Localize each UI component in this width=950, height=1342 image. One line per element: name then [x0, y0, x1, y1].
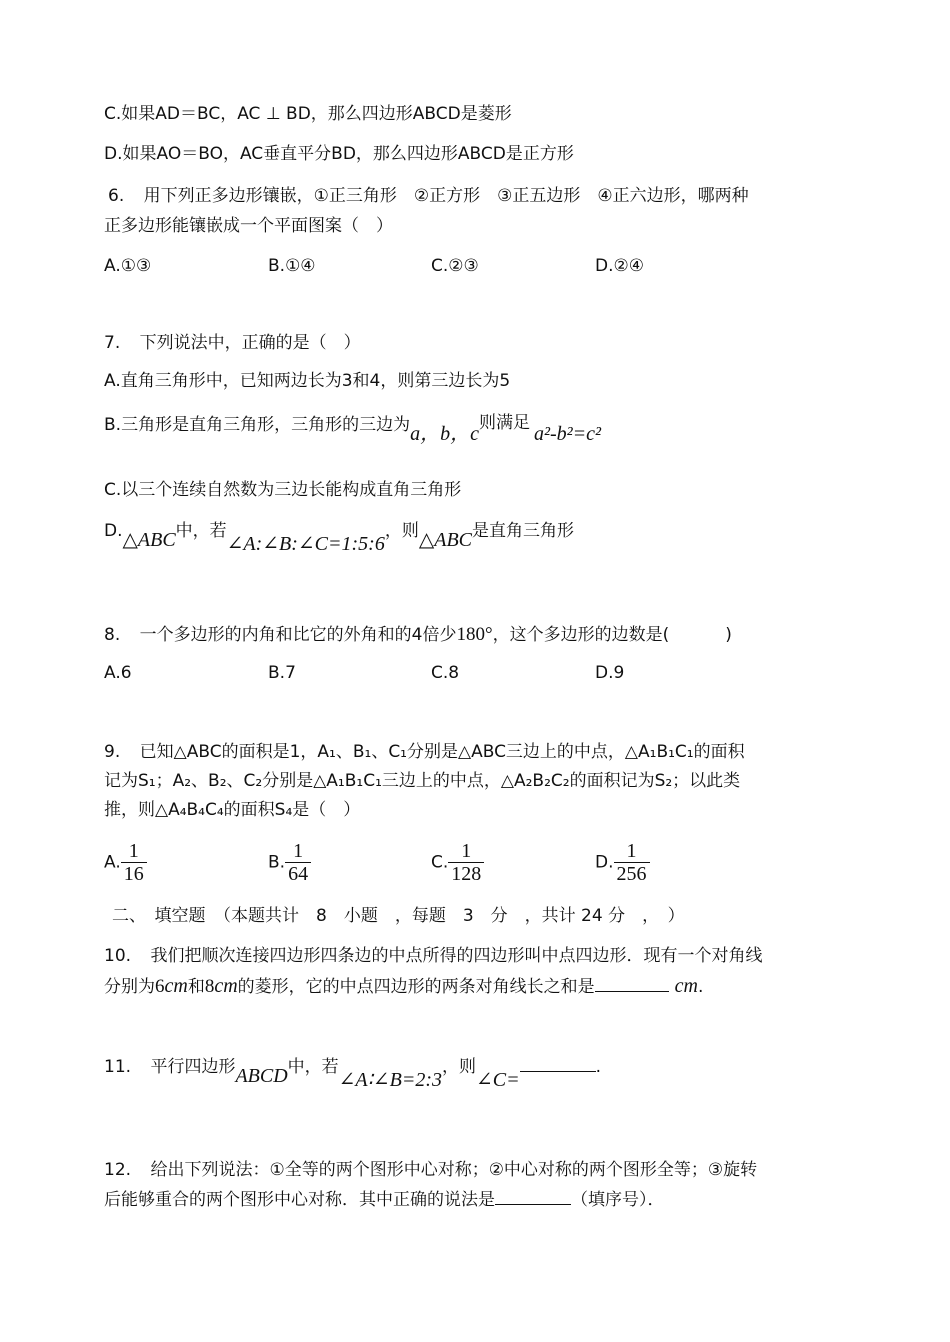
q5-option-c: [104, 104, 512, 124]
q8-stem: [104, 624, 732, 647]
q10-stem-line1: 我们把顺次连接四边形四条边的中点所得的四边形叫中点四边形．现有一个对角线: [150, 946, 763, 966]
q9-option-a-label: A.: [104, 852, 121, 873]
q11-angle-c: ∠C=: [475, 1069, 520, 1091]
q9-option-b-label: B.: [268, 852, 286, 873]
q7-number: 7.: [104, 333, 121, 353]
q10-end: .: [697, 977, 704, 997]
q12-number: 12.: [104, 1160, 132, 1180]
q7-option-d-ratio: ∠A:∠B:∠C=1:5:6: [226, 533, 385, 555]
q11-ratio: ∠A∶∠B=2:3: [338, 1069, 442, 1091]
q9-option-b: [268, 840, 311, 885]
q9-option-a: [104, 840, 147, 885]
q8-option-a: A.6: [104, 663, 132, 683]
section-2-title-text: 二、 填空题 （本题共计 8 小题 ，每题 3 分 ，共计 24 分 ， ）: [112, 906, 685, 926]
q5-option-c-text: C.如果AD＝BC，AC ⊥ BD，那么四边形ABCD是菱形: [104, 104, 512, 124]
q9-option-d-label: D.: [595, 852, 614, 873]
q9-option-d: [595, 840, 650, 885]
q10-text-a: 分别为: [104, 977, 155, 997]
fraction-denominator: 128: [451, 863, 482, 885]
q6-stem-line1: 用下列正多边形镶嵌，①正三角形 ②正方形 ③正五边形 ④正六边形，哪两种: [143, 186, 749, 206]
section-2-title: [112, 906, 685, 926]
q11-number: 11.: [104, 1057, 132, 1077]
q11-text-c: ，则: [441, 1057, 476, 1077]
q7-stem: [104, 333, 361, 353]
fraction-denominator: 16: [123, 863, 144, 885]
q12-answer-blank[interactable]: [495, 1204, 571, 1205]
q6-option-d: D.②④: [595, 256, 644, 276]
q7-stem-text: 下列说法中，正确的是（ ）: [139, 333, 361, 353]
q11-text-a: 平行四边形: [150, 1057, 236, 1077]
q8-option-c: C.8: [431, 663, 460, 683]
q11-abcd: ABCD: [235, 1065, 288, 1087]
q9-option-d-fraction: [614, 840, 650, 885]
q8-stem-end: ): [725, 625, 732, 645]
q5-option-d-text: D.如果AO＝BO，AC垂直平分BD，那么四边形ABCD是正方形: [104, 144, 574, 164]
q7-option-a: [104, 371, 510, 391]
q9-option-c-label: C.: [431, 852, 449, 873]
q9-option-c: [431, 840, 484, 885]
q11-line: [104, 1054, 601, 1091]
fraction-denominator: 256: [616, 863, 647, 885]
q5-option-d: [104, 144, 574, 164]
q11-text-b: 中，若: [287, 1057, 339, 1077]
fraction-numerator: 1: [448, 840, 484, 863]
q7-option-d-text3: 是直角三角形: [472, 521, 574, 541]
q10-number: 10.: [104, 946, 132, 966]
q7-option-b: [104, 412, 601, 445]
q7-option-b-formula: a²-b²=c²: [533, 423, 601, 445]
q7-option-d-triangle: △ABC: [122, 529, 176, 551]
q6-option-c: C.②③: [431, 256, 479, 276]
q8-stem-text-b: ，这个多边形的边数是(: [492, 625, 670, 645]
q10-answer-blank[interactable]: [595, 991, 669, 992]
q10-text-c: 的菱形，它的中点四边形的两条对角线长之和是: [237, 977, 595, 997]
q8-option-d: D.9: [595, 663, 625, 683]
q12-line1: [104, 1160, 757, 1180]
q8-number: 8.: [104, 625, 121, 645]
q11-end: .: [595, 1057, 601, 1077]
q9-stem-line2: 记为S₁；A₂、B₂、C₂分别是△A₁B₁C₁三边上的中点，△A₂B₂C₂的面积记为S₂；以此类: [104, 771, 741, 791]
q6-line2: [104, 216, 393, 236]
q7-option-d-label: D.: [104, 521, 123, 541]
q10-unit-2: cm: [214, 975, 238, 997]
q7-option-d: [104, 518, 574, 555]
q6-number: 6.: [108, 186, 125, 206]
q8-option-b: B.7: [268, 663, 296, 683]
fraction-numerator: 1: [285, 840, 311, 863]
fraction-denominator: 64: [288, 863, 309, 885]
q9-option-a-fraction: [121, 840, 147, 885]
q12-text-a: 后能够重合的两个图形中心对称．其中正确的说法是: [104, 1190, 495, 1210]
q10-unit-1: cm: [164, 975, 188, 997]
q10-line1: [104, 946, 762, 966]
q10-text-b: 和: [187, 977, 205, 997]
q12-line2: [104, 1190, 665, 1210]
q12-stem-line1: 给出下列说法：①全等的两个图形中心对称；②中心对称的两个图形全等；③旋转: [150, 1160, 758, 1180]
q9-option-b-fraction: [285, 840, 311, 885]
q7-option-b-text2: 则满足: [478, 413, 530, 433]
q10-value-1: 6: [155, 976, 165, 997]
q9-option-c-fraction: [448, 840, 484, 885]
q6-line1: [108, 186, 749, 206]
fraction-numerator: 1: [614, 840, 650, 863]
q10-unit-3: cm: [674, 975, 698, 997]
q9-line1: [104, 742, 745, 762]
fraction-numerator: 1: [121, 840, 147, 863]
q12-text-b: （填序号）．: [571, 1190, 665, 1210]
q7-option-b-text: B.三角形是直角三角形，三角形的三边为: [104, 415, 411, 435]
q7-option-d-triangle2: △ABC: [418, 529, 472, 551]
q9-number: 9.: [104, 742, 121, 762]
q10-value-2: 8: [204, 976, 215, 997]
q7-option-b-sides: a，b，c: [410, 423, 479, 445]
q9-stem-line1: 已知△ABC的面积是1，A₁、B₁、C₁分别是△ABC三边上的中点，△A₁B₁C₁的面积: [139, 742, 745, 762]
q6-option-a: A.①③: [104, 256, 152, 276]
q9-stem-line3: 推，则△A₄B₄C₄的面积S₄是（ ）: [104, 800, 361, 820]
q8-stem-text-a: 一个多边形的内角和比它的外角和的4倍少: [139, 625, 457, 645]
q11-answer-blank[interactable]: [520, 1071, 596, 1072]
q6-option-b: B.①④: [268, 256, 316, 276]
q7-option-d-text2: ，则: [384, 521, 419, 541]
q7-option-c: [104, 480, 461, 500]
q6-stem-line2: 正多边形能镶嵌成一个平面图案（ ）: [104, 216, 393, 236]
q7-option-c-text: C.以三个连续自然数为三边长能构成直角三角形: [104, 480, 462, 500]
q9-line2: [104, 771, 740, 791]
q9-line3: [104, 800, 360, 820]
q7-option-d-text1: 中，若: [175, 521, 227, 541]
q7-option-a-text: A.直角三角形中，已知两边长为3和4，则第三边长为5: [104, 371, 511, 391]
q10-line2: [104, 974, 703, 999]
q8-degree-value: 180°: [456, 624, 493, 645]
